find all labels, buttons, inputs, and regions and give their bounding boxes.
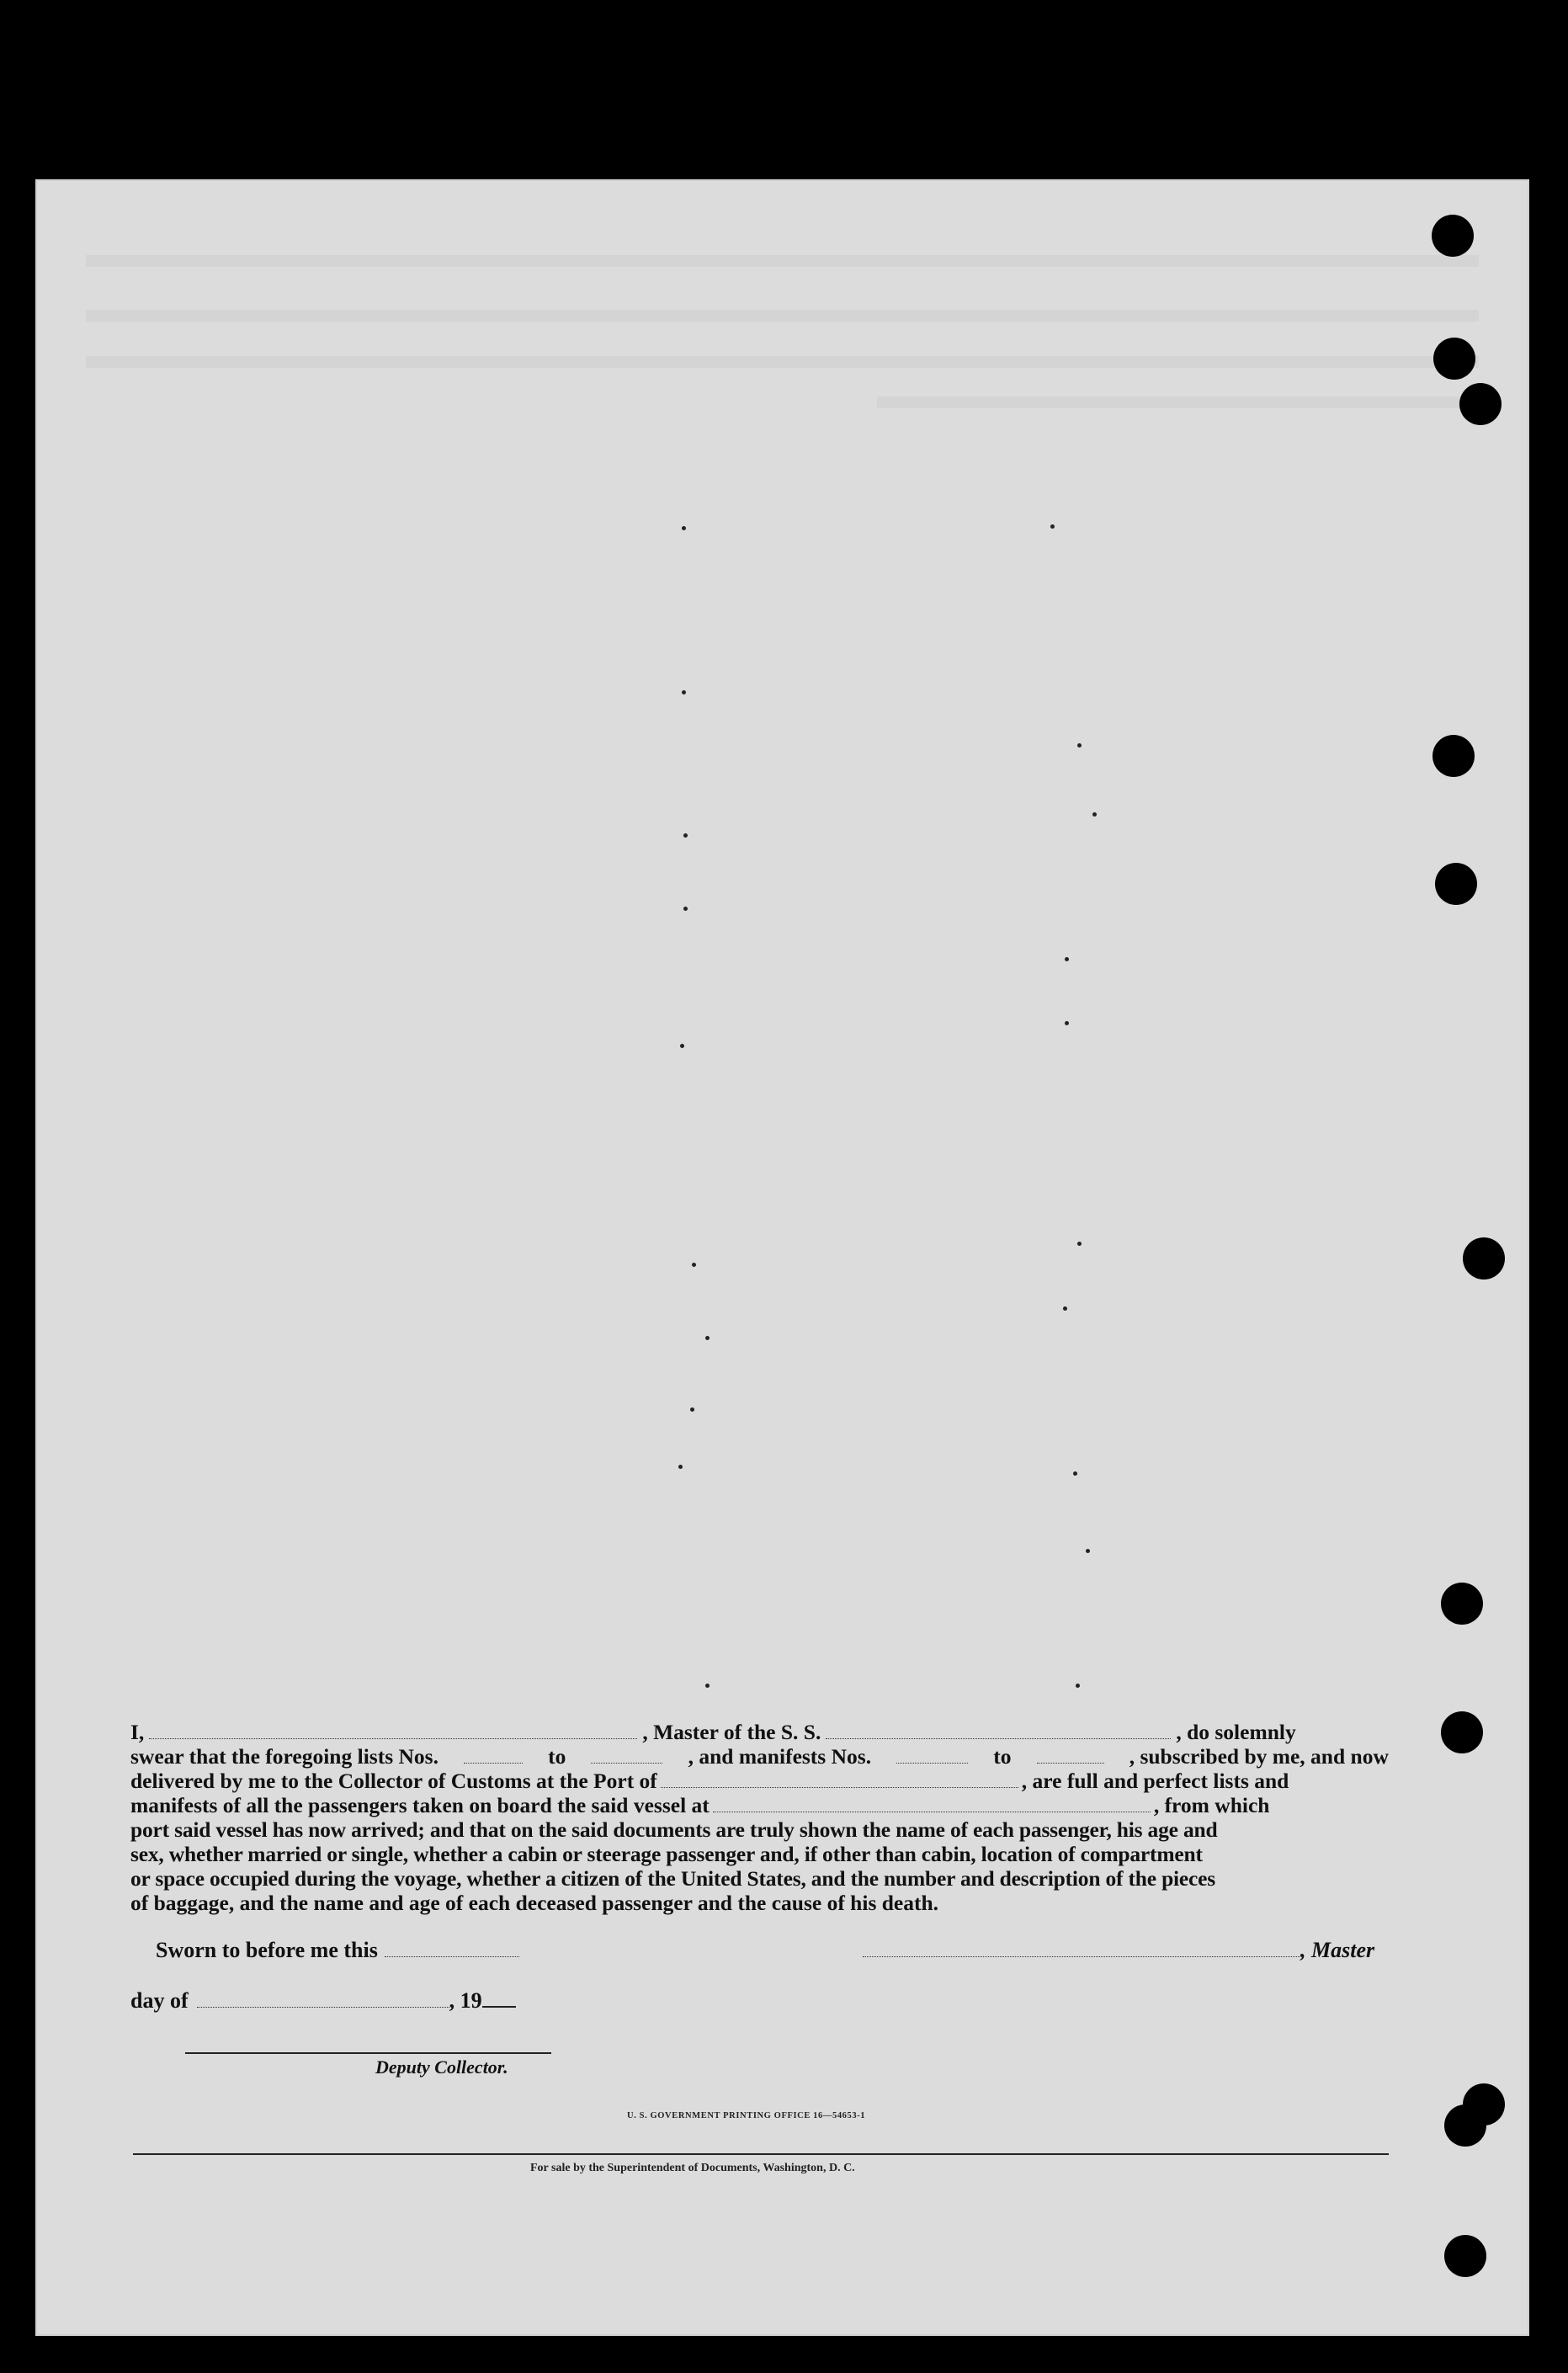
faint-bleedthrough-line: [86, 310, 1479, 322]
speck: [1077, 743, 1082, 748]
oath-text: sex, whether married or single, whether a cabin or steerage passenger and, if other than cabin, location of compartment: [130, 1842, 1203, 1866]
punch-hole-icon: [1463, 1237, 1505, 1280]
punch-hole-icon: [1459, 383, 1502, 425]
day-of-label: day of: [130, 1988, 189, 2013]
footer-rule: [133, 2153, 1389, 2155]
deputy-collector-label: Deputy Collector.: [375, 2056, 508, 2078]
punch-hole-icon: [1444, 2104, 1486, 2147]
lists-from-field[interactable]: [464, 1748, 523, 1764]
oath-text: to: [993, 1744, 1012, 1769]
faint-bleedthrough-line: [86, 356, 1479, 368]
ship-name-field[interactable]: [826, 1723, 1171, 1739]
master-name-field[interactable]: [149, 1723, 637, 1739]
oath-text: , do solemnly: [1176, 1720, 1296, 1744]
speck: [1065, 1021, 1069, 1025]
gpo-imprint: U. S. GOVERNMENT PRINTING OFFICE 16—54653-1: [627, 2111, 866, 2120]
manifests-from-field[interactable]: [896, 1748, 968, 1764]
oath-text: manifests of all the passengers taken on board the said vessel at: [130, 1793, 710, 1817]
oath-text: , and manifests Nos.: [688, 1744, 872, 1769]
speck: [705, 1684, 710, 1688]
master-signature-row: [863, 1938, 1374, 1963]
punch-hole-icon: [1441, 1711, 1483, 1753]
master-label: , Master: [1300, 1938, 1375, 1962]
oath-text: delivered by me to the Collector of Customs at the Port of: [130, 1769, 657, 1793]
speck: [1077, 1242, 1082, 1246]
year-field[interactable]: [482, 1991, 516, 2008]
month-field[interactable]: [197, 1992, 449, 2008]
oath-text: , subscribed by me, and now: [1129, 1744, 1389, 1769]
speck: [1063, 1306, 1067, 1311]
speck: [1076, 1684, 1080, 1688]
oath-text: , are full and perfect lists and: [1021, 1769, 1289, 1793]
master-oath-paragraph: [130, 1720, 1389, 1915]
sworn-row: [156, 1938, 519, 1963]
speck: [1092, 812, 1097, 817]
speck: [682, 690, 686, 694]
speck: [680, 1044, 684, 1048]
faint-bleedthrough-line: [86, 255, 1479, 267]
lists-to-field[interactable]: [591, 1748, 662, 1764]
oath-text: swear that the foregoing lists Nos.: [130, 1744, 439, 1769]
day-of-row: [130, 1988, 516, 2014]
oath-text: of baggage, and the name and age of each deceased passenger and the cause of his death.: [130, 1891, 939, 1915]
speck: [705, 1336, 710, 1340]
oath-text: , from which: [1153, 1793, 1270, 1817]
speck: [1050, 524, 1055, 529]
faint-bleedthrough-line: [877, 396, 1479, 408]
speck: [1086, 1549, 1090, 1553]
manifests-to-field[interactable]: [1037, 1748, 1104, 1764]
speck: [1073, 1471, 1077, 1476]
oath-text: or space occupied during the voyage, whether a citizen of the United States, and the number and description of the pieces: [130, 1866, 1216, 1891]
oath-text: I,: [130, 1720, 145, 1744]
departure-port-field[interactable]: [713, 1796, 1151, 1812]
oath-text: , Master of the S. S.: [642, 1720, 821, 1744]
year-label: , 19: [449, 1988, 482, 2013]
speck: [682, 526, 686, 530]
sworn-date-field[interactable]: [385, 1941, 519, 1957]
punch-hole-icon: [1432, 735, 1475, 777]
port-field[interactable]: [661, 1772, 1018, 1788]
deputy-signature-line[interactable]: [185, 2052, 551, 2054]
speck: [678, 1465, 683, 1469]
punch-hole-icon: [1441, 1583, 1483, 1625]
punch-hole-icon: [1433, 338, 1475, 380]
master-signature-field[interactable]: [863, 1941, 1300, 1957]
sworn-label: Sworn to before me this: [156, 1938, 378, 1962]
oath-text: to: [548, 1744, 566, 1769]
oath-text: port said vessel has now arrived; and that on the said documents are truly shown the name of each passenger, his age and: [130, 1817, 1218, 1842]
speck: [1065, 957, 1069, 961]
speck: [690, 1407, 694, 1412]
punch-hole-icon: [1435, 863, 1477, 905]
speck: [683, 833, 688, 838]
punch-hole-icon: [1432, 215, 1474, 257]
sale-imprint: For sale by the Superintendent of Documents, Washington, D. C.: [530, 2162, 855, 2174]
speck: [692, 1263, 696, 1267]
speck: [683, 907, 688, 911]
punch-hole-icon: [1444, 2235, 1486, 2277]
